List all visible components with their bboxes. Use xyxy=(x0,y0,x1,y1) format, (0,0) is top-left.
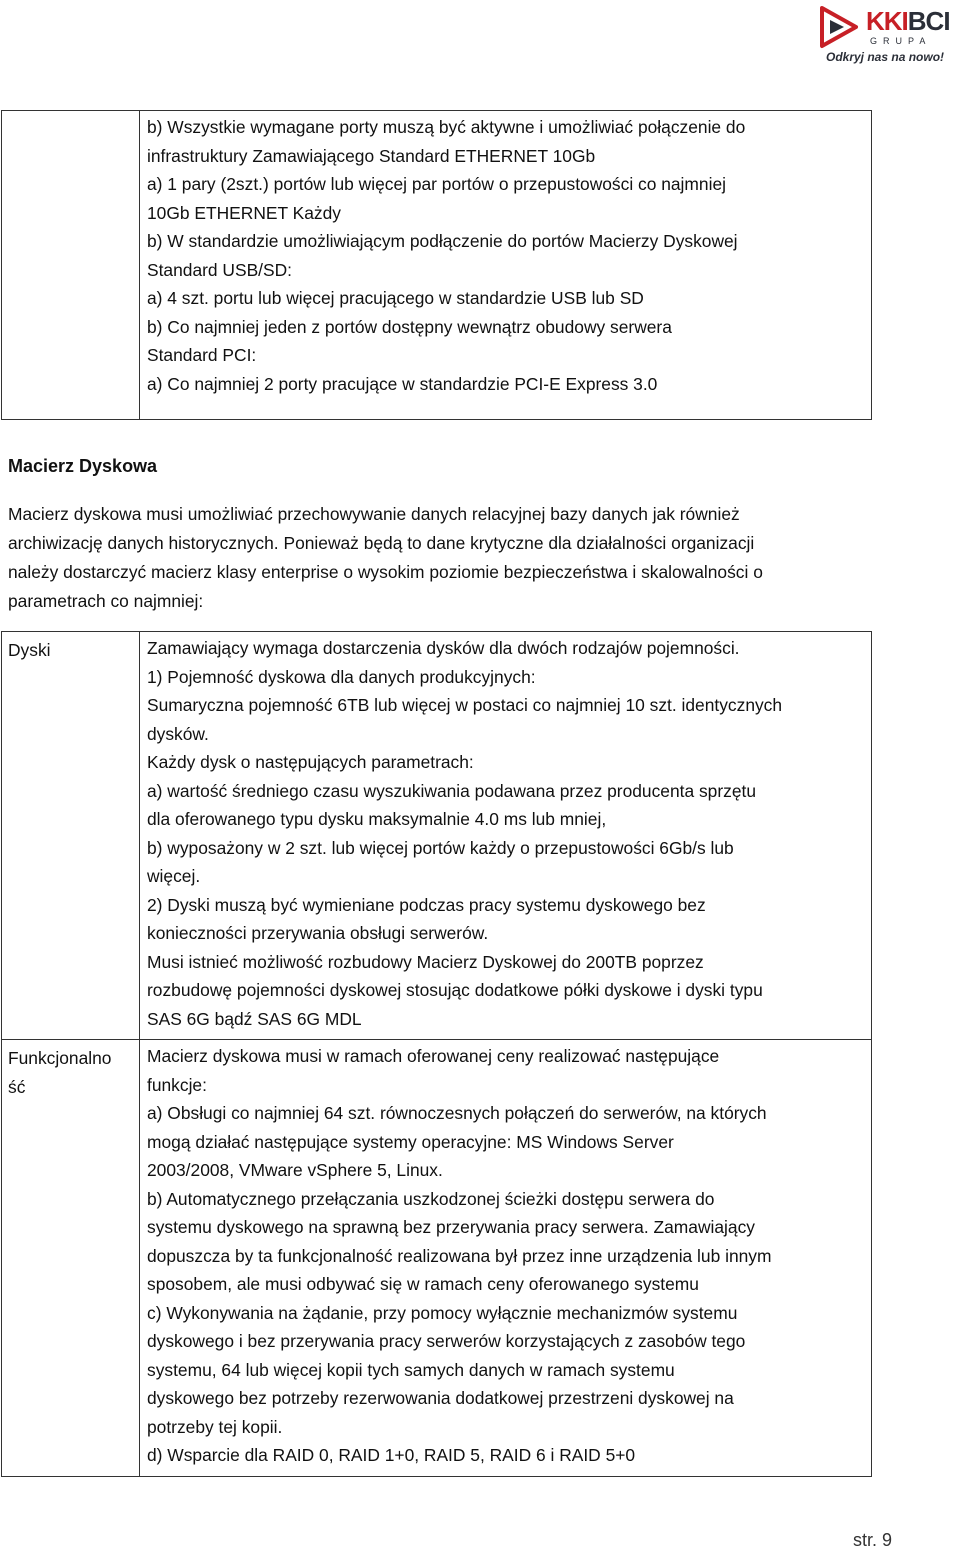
table-row xyxy=(2,111,872,420)
ports-spec-table xyxy=(1,110,872,420)
section-heading: Macierz Dyskowa xyxy=(8,456,158,476)
logo-subtitle: GRUPA xyxy=(870,36,932,46)
content-line: dyskowego i bez przerywania pracy serwerów korzystających z zasobów tego xyxy=(147,1331,746,1351)
content-line: Macierz dyskowa musi w ramach oferowanej ceny realizować następujące xyxy=(147,1046,720,1066)
content-line: dopuszcza by ta funkcjonalność realizowana był przez inne urządzenia lub innym xyxy=(147,1245,772,1266)
content-line: a) 4 szt. portu lub więcej pracującego w standardzie USB lub SD xyxy=(147,288,644,308)
content-line: Standard USB/SD: xyxy=(147,259,292,280)
content-line: b) Automatycznego przełączania uszkodzonej ścieżki dostępu serwera do xyxy=(147,1188,715,1209)
content-line: sposobem, ale musi odbywać się w ramach ceny oferowanego systemu xyxy=(147,1274,699,1294)
content-line: 2003/2008, VMware vSphere 5, Linux. xyxy=(147,1160,443,1180)
page-number: str. 9 xyxy=(852,1530,892,1550)
content-line: Zamawiający wymaga dostarczenia dysków dla dwóch rodzajów pojemności. xyxy=(147,638,740,658)
content-line: dysków. xyxy=(147,723,209,744)
content-line: systemu, 64 lub więcej kopii tych samych danych w ramach systemu xyxy=(147,1359,675,1380)
content-line: funkcje: xyxy=(147,1074,207,1095)
row-content xyxy=(140,111,872,420)
content-line: potrzeby tej kopii. xyxy=(147,1416,283,1437)
content-line: dyskowego bez potrzeby rezerwowania dodatkowej przestrzeni dyskowej na xyxy=(147,1388,734,1408)
paragraph-line: parametrach co najmniej: xyxy=(8,591,204,611)
company-logo xyxy=(816,4,956,66)
paragraph-line: archiwizację danych historycznych. Ponieważ będą to dane krytyczne dla działalności organizacji xyxy=(8,533,755,553)
content-line: SAS 6G bądź SAS 6G MDL xyxy=(147,1008,362,1029)
content-line: b) wyposażony w 2 szt. lub więcej portów każdy o przepustowości 6Gb/s lub xyxy=(147,837,734,858)
content-line: 10Gb ETHERNET Każdy xyxy=(147,202,341,223)
table-row xyxy=(2,1040,872,1477)
logo-wordmark: KKIBCI xyxy=(866,6,950,36)
content-line: dla oferowanego typu dysku maksymalnie 4.0 ms lub mniej, xyxy=(147,809,607,829)
row-label-line: Funkcjonalno xyxy=(8,1048,112,1068)
content-line: systemu dyskowego na sprawną bez przerywania pracy serwera. Zamawiający xyxy=(147,1217,755,1237)
section-paragraph xyxy=(8,500,763,616)
row-label-line: ść xyxy=(8,1076,26,1097)
paragraph-line: Macierz dyskowa musi umożliwiać przechowywanie danych relacyjnej bazy danych jak również xyxy=(8,504,740,524)
content-line: b) Co najmniej jeden z portów dostępny wewnątrz obudowy serwera xyxy=(147,316,672,337)
content-line: a) 1 pary (2szt.) portów lub więcej par portów o przepustowości co najmniej xyxy=(147,174,726,194)
content-line: Każdy dysk o następujących parametrach: xyxy=(147,752,474,772)
row-content xyxy=(140,1040,872,1477)
disk-array-spec-table xyxy=(1,631,872,1477)
logo-tagline: Odkryj nas na nowo! xyxy=(826,50,945,64)
content-line: c) Wykonywania na żądanie, przy pomocy wyłącznie mechanizmów systemu xyxy=(147,1302,738,1323)
content-line: infrastruktury Zamawiającego Standard ETHERNET 10Gb xyxy=(147,145,596,166)
content-line: b) W standardzie umożliwiającym podłączenie do portów Macierzy Dyskowej xyxy=(147,231,738,251)
content-line: b) Wszystkie wymagane porty muszą być aktywne i umożliwiać połączenie do xyxy=(147,117,746,137)
paragraph-line: należy dostarczyć macierz klasy enterprise o wysokim poziomie bezpieczeństwa i skalowalności o xyxy=(8,562,763,582)
table-row xyxy=(2,632,872,1040)
content-line: mogą działać następujące systemy operacyjne: MS Windows Server xyxy=(147,1131,674,1152)
content-line: konieczności przerywania obsługi serwerów. xyxy=(147,923,489,943)
logo-play-icon xyxy=(816,4,862,50)
content-line: Standard PCI: xyxy=(147,345,257,365)
row-label xyxy=(2,111,140,420)
row-content xyxy=(140,632,872,1040)
row-label: Dyski xyxy=(2,632,140,1040)
content-line: rozbudowę pojemności dyskowej stosując dodatkowe półki dyskowe i dyski typu xyxy=(147,980,763,1000)
row-label xyxy=(2,1040,140,1477)
content-line: Musi istnieć możliwość rozbudowy Macierz Dyskowej do 200TB poprzez xyxy=(147,951,704,972)
content-line: 1) Pojemność dyskowa dla danych produkcyjnych: xyxy=(147,666,536,687)
content-line: więcej. xyxy=(147,866,201,886)
content-line: a) Obsługi co najmniej 64 szt. równoczesnych połączeń do serwerów, na których xyxy=(147,1103,767,1123)
content-line: a) wartość średniego czasu wyszukiwania podawana przez producenta sprzętu xyxy=(147,780,756,801)
content-line: 2) Dyski muszą być wymieniane podczas pracy systemu dyskowego bez xyxy=(147,894,706,915)
content-line: Sumaryczna pojemność 6TB lub więcej w postaci co najmniej 10 szt. identycznych xyxy=(147,695,783,715)
content-line: a) Co najmniej 2 porty pracujące w standardzie PCI-E Express 3.0 xyxy=(147,373,658,394)
content-line: d) Wsparcie dla RAID 0, RAID 1+0, RAID 5, RAID 6 i RAID 5+0 xyxy=(147,1445,636,1465)
